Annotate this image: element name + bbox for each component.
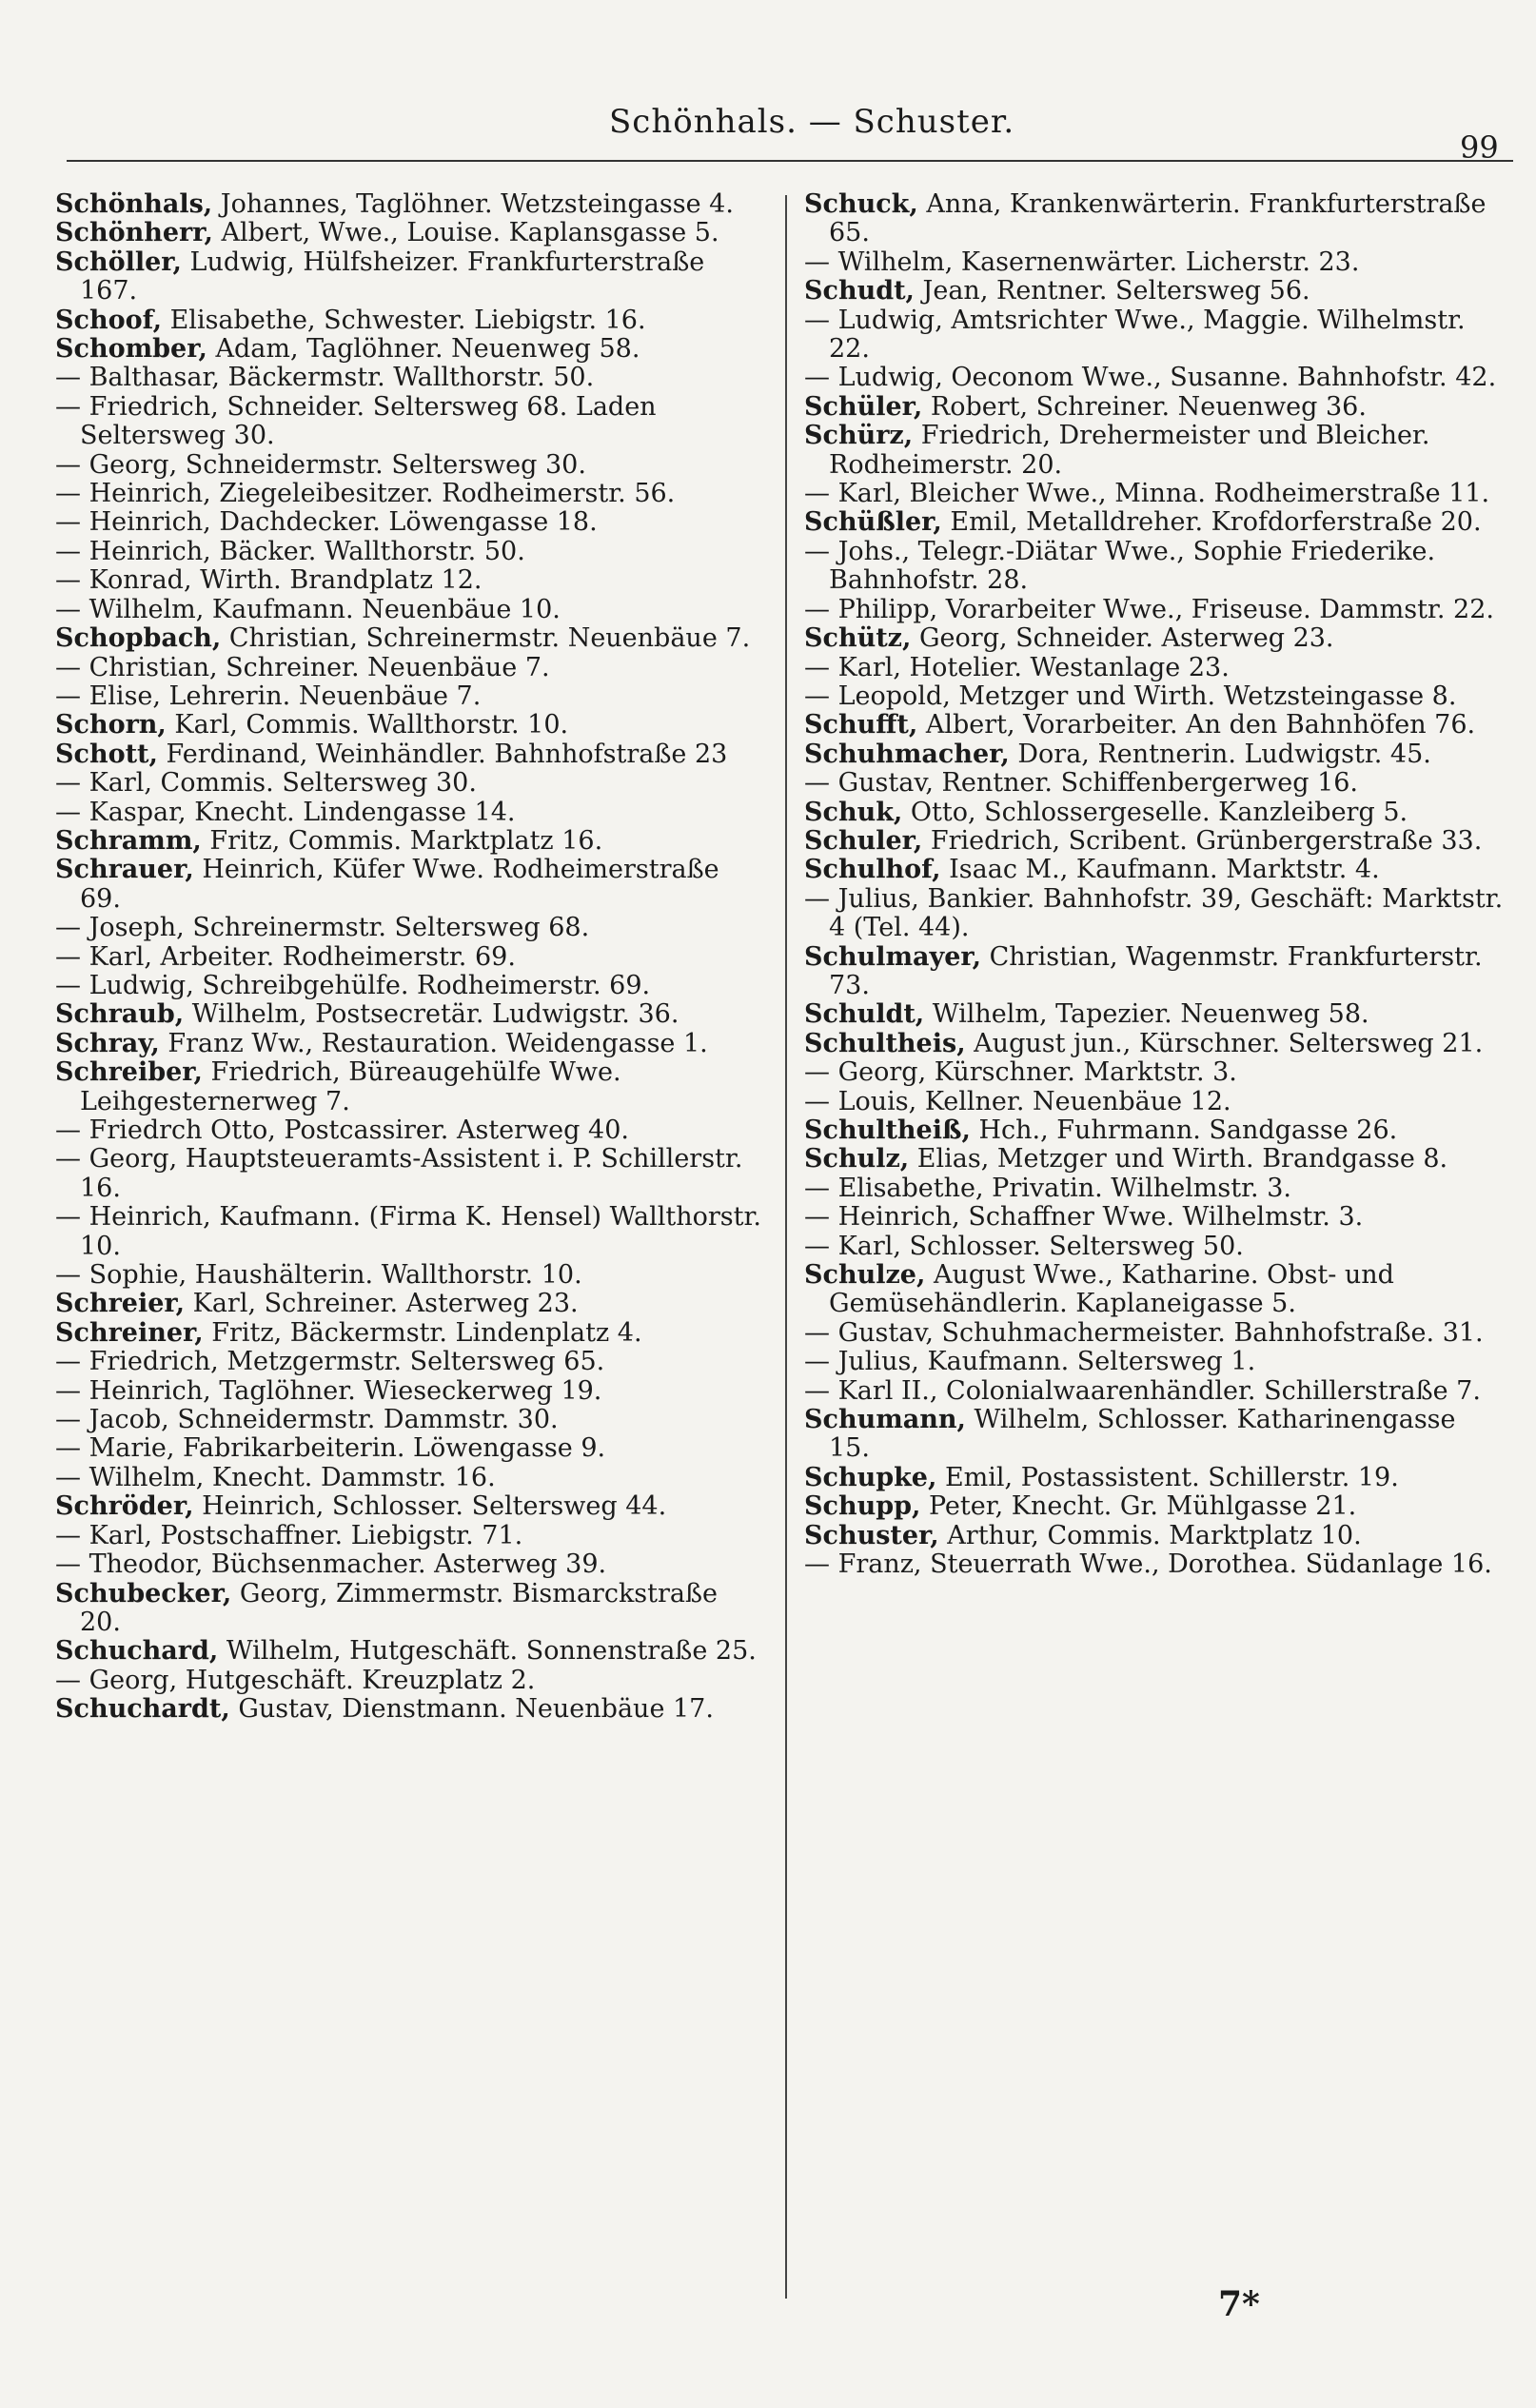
entry-details: — Julius, Kaufmann. Seltersweg 1. (804, 1347, 1256, 1377)
entry-surname: Schumann, (804, 1405, 966, 1435)
directory-entry (804, 711, 1505, 740)
directory-entry (55, 711, 764, 740)
entry-surname: Schuster, (804, 1520, 939, 1550)
entry-details: — Friedrich, Schneider. Seltersweg 68. Laden Seltersweg 30. (55, 391, 657, 451)
running-head: Schönhals. — Schuster. (609, 103, 1015, 141)
entry-surname: Schufft, (804, 710, 918, 740)
directory-entry (55, 1261, 764, 1290)
entry-details: — Ludwig, Schreibgehülfe. Rodheimerstr. 69. (55, 970, 651, 1000)
entry-surname: Schoof, (55, 305, 163, 335)
directory-entry (804, 480, 1505, 508)
directory-entry (804, 1000, 1505, 1029)
entry-details: — Heinrich, Bäcker. Wallthorstr. 50. (55, 536, 525, 566)
entry-details: — Ludwig, Amtsrichter Wwe., Maggie. Wilhelmstr. 22. (804, 305, 1466, 365)
directory-entry (804, 422, 1505, 480)
directory-entry (55, 1290, 764, 1318)
entry-surname: Schraub, (55, 999, 185, 1030)
directory-entry (804, 740, 1505, 769)
entry-surname: Schönhals, (55, 189, 213, 219)
entry-details: — Ludwig, Oeconom Wwe., Susanne. Bahnhofstr. 42. (804, 363, 1497, 393)
header-rule (67, 160, 1513, 162)
entry-surname: Schubecker, (55, 1578, 232, 1609)
entry-details: Robert, Schreiner. Neuenweg 36. (922, 391, 1367, 422)
entry-details: Adam, Taglöhner. Neuenweg 58. (207, 334, 640, 365)
directory-entry (55, 393, 764, 451)
directory-entry (55, 306, 764, 335)
entry-details: — Christian, Schreiner. Neuenbäue 7. (55, 652, 550, 682)
entry-details: — Karl, Bleicher Wwe., Minna. Rodheimerstraße 11. (804, 479, 1490, 509)
entry-details: — Louis, Kellner. Neuenbäue 12. (804, 1086, 1231, 1116)
directory-entry (55, 799, 764, 827)
entry-surname: Schott, (55, 739, 158, 769)
entry-surname: Schürz, (804, 421, 914, 451)
entry-details: Isaac M., Kaufmann. Marktstr. 4. (940, 855, 1380, 885)
entry-surname: Schopbach, (55, 623, 222, 654)
entry-details: — Karl, Hotelier. Westanlage 23. (804, 652, 1230, 682)
directory-entry (804, 538, 1505, 596)
directory-entry (804, 1058, 1505, 1087)
signature-mark: 7* (1218, 2284, 1260, 2324)
directory-entry (804, 885, 1505, 943)
entry-surname: Schray, (55, 1028, 160, 1058)
entry-details: Arthur, Commis. Marktplatz 10. (938, 1520, 1362, 1550)
entry-surname: Schöller, (55, 247, 182, 277)
directory-entry (804, 943, 1505, 1001)
entry-details: — Leopold, Metzger und Wirth. Wetzsteingasse 8. (804, 681, 1457, 711)
entry-details: Fritz, Bäckermstr. Lindenplatz 4. (203, 1317, 642, 1348)
entry-details: Otto, Schlossergeselle. Kanzleiberg 5. (902, 797, 1408, 827)
entry-surname: Schuchardt, (55, 1694, 230, 1725)
entry-details: Georg, Schneider. Asterweg 23. (911, 623, 1334, 654)
entry-details: — Karl, Commis. Seltersweg 30. (55, 768, 477, 799)
directory-entry (55, 451, 764, 480)
entry-surname: Schupp, (804, 1491, 921, 1522)
directory-entry (55, 335, 764, 364)
directory-entry (55, 1348, 764, 1376)
entry-details: Karl, Commis. Wallthorstr. 10. (166, 710, 569, 740)
entry-details: Friedrich, Scribent. Grünbergerstraße 33. (922, 825, 1483, 856)
entry-surname: Schramm, (55, 825, 202, 856)
entry-surname: Schorn, (55, 710, 167, 740)
entry-details: August jun., Kürschner. Seltersweg 21. (965, 1028, 1484, 1058)
directory-entry (55, 1492, 764, 1521)
entry-details: — Wilhelm, Knecht. Dammstr. 16. (55, 1462, 496, 1492)
directory-entry (55, 1030, 764, 1058)
directory-entry (804, 827, 1505, 856)
entry-surname: Schütz, (804, 623, 912, 654)
entry-details: — Friedrich, Metzgermstr. Seltersweg 65. (55, 1347, 605, 1377)
entry-surname: Schröder, (55, 1491, 194, 1522)
entry-details: — Heinrich, Taglöhner. Wieseckerweg 19. (55, 1375, 602, 1406)
directory-entry (55, 654, 764, 682)
entry-surname: Schulz, (804, 1144, 910, 1174)
directory-entry (804, 1464, 1505, 1492)
entry-surname: Schudt, (804, 276, 915, 306)
entry-details: Albert, Wwe., Louise. Kaplansgasse 5. (212, 218, 719, 248)
entry-surname: Schomber, (55, 334, 207, 365)
entry-details: — Kaspar, Knecht. Lindengasse 14. (55, 797, 516, 827)
entry-details: — Theodor, Büchsenmacher. Asterweg 39. (55, 1549, 607, 1580)
entry-details: — Friedrch Otto, Postcassirer. Asterweg 40. (55, 1115, 629, 1145)
entry-details: Christian, Wagenmstr. Frankfurterstr. 73. (829, 941, 1483, 1000)
entry-details: — Gustav, Schuhmachermeister. Bahnhofstraße. 31. (804, 1317, 1484, 1348)
directory-entry (55, 1667, 764, 1695)
directory-entry (55, 943, 764, 972)
directory-entry (55, 248, 764, 306)
left-column (55, 190, 764, 1725)
directory-entry (804, 1116, 1505, 1145)
directory-entry (804, 248, 1505, 277)
directory-entry (804, 1550, 1505, 1579)
entry-details: Hch., Fuhrmann. Sandgasse 26. (970, 1115, 1398, 1145)
entry-surname: Schüßler, (804, 507, 942, 538)
directory-entry (804, 1088, 1505, 1116)
entry-surname: Schultheis, (804, 1028, 966, 1058)
directory-entry (804, 1030, 1505, 1058)
entry-details: — Karl, Schlosser. Seltersweg 50. (804, 1231, 1244, 1261)
entry-details: Franz Ww., Restauration. Weidengasse 1. (159, 1028, 708, 1058)
entry-details: Elisabethe, Schwester. Liebigstr. 16. (162, 305, 646, 335)
entry-details: — Balthasar, Bäckermstr. Wallthorstr. 50. (55, 363, 595, 393)
directory-entry (804, 364, 1505, 392)
entry-details: August Wwe., Katharine. Obst- und Gemüsehändlerin. Kaplaneigasse 5. (829, 1260, 1394, 1319)
directory-entry (55, 1580, 764, 1638)
entry-details: — Elisabethe, Privatin. Wilhelmstr. 3. (804, 1173, 1291, 1203)
directory-entry (55, 740, 764, 769)
directory-entry (804, 596, 1505, 624)
entry-details: — Georg, Hutgeschäft. Kreuzplatz 2. (55, 1665, 536, 1695)
directory-entry (55, 219, 764, 247)
entry-details: Emil, Postassistent. Schillerstr. 19. (936, 1462, 1399, 1492)
directory-entry (55, 1000, 764, 1029)
directory-entry (55, 682, 764, 711)
directory-entry (804, 1492, 1505, 1521)
directory-entry (804, 856, 1505, 884)
entry-details: Wilhelm, Postsecretär. Ludwigstr. 36. (184, 999, 679, 1030)
entry-details: — Georg, Schneidermstr. Seltersweg 30. (55, 449, 586, 480)
page-number: 99 (1460, 129, 1499, 166)
entry-details: — Karl II., Colonialwaarenhändler. Schillerstraße 7. (804, 1375, 1481, 1406)
entry-details: — Heinrich, Kaufmann. (Firma K. Hensel) Wallthorstr. 10. (55, 1202, 761, 1261)
entry-surname: Schuchard, (55, 1636, 219, 1667)
directory-entry (55, 508, 764, 537)
directory-entry (55, 566, 764, 595)
entry-surname: Schreiber, (55, 1057, 203, 1088)
entry-details: — Julius, Bankier. Bahnhofstr. 39, Geschäft: Marktstr. 4 (Tel. 44). (804, 883, 1504, 943)
entry-details: Heinrich, Schlosser. Seltersweg 44. (193, 1491, 667, 1522)
directory-entry (804, 769, 1505, 798)
entry-details: — Joseph, Schreinermstr. Seltersweg 68. (55, 913, 590, 943)
directory-entry (55, 972, 764, 1000)
directory-entry (55, 596, 764, 624)
entry-details: Friedrich, Büreaugehülfe Wwe. Leihgesternerweg 7. (80, 1057, 621, 1116)
entry-details: — Georg, Hauptsteueramts-Assistent i. P. Schillerstr. 16. (55, 1144, 743, 1203)
entry-details: Ludwig, Hülfsheizer. Frankfurterstraße 167. (80, 247, 705, 306)
directory-entry (55, 480, 764, 508)
directory-entry (804, 1377, 1505, 1406)
entry-surname: Schönherr, (55, 218, 213, 248)
directory-entry (804, 1145, 1505, 1174)
directory-entry (804, 1203, 1505, 1232)
column-divider (785, 195, 787, 2299)
directory-entry (55, 1319, 764, 1348)
directory-entry (55, 1058, 764, 1116)
entry-surname: Schuhmacher, (804, 739, 1010, 769)
entry-surname: Schuldt, (804, 999, 925, 1030)
entry-details: — Karl, Postschaffner. Liebigstr. 71. (55, 1520, 523, 1550)
entry-surname: Schulhof, (804, 855, 941, 885)
directory-entry (804, 799, 1505, 827)
directory-entry (55, 856, 764, 914)
entry-details: Ferdinand, Weinhändler. Bahnhofstraße 23 (157, 739, 728, 769)
directory-entry (55, 1695, 764, 1724)
entry-details: — Franz, Steuerrath Wwe., Dorothea. Südanlage 16. (804, 1549, 1492, 1580)
directory-entry (55, 1145, 764, 1203)
directory-entry (55, 624, 764, 653)
directory-entry (804, 1406, 1505, 1464)
directory-entry (55, 1116, 764, 1145)
entry-details: Friedrich, Drehermeister und Bleicher. Rodheimerstr. 20. (829, 421, 1430, 480)
entry-details: — Sophie, Haushälterin. Wallthorstr. 10. (55, 1260, 582, 1291)
entry-details: — Johs., Telegr.-Diätar Wwe., Sophie Friederike. Bahnhofstr. 28. (804, 536, 1436, 596)
entry-details: Johannes, Taglöhner. Wetzsteingasse 4. (212, 189, 734, 219)
entry-details: — Jacob, Schneidermstr. Dammstr. 30. (55, 1405, 559, 1435)
entry-details: Jean, Rentner. Seltersweg 56. (914, 276, 1310, 306)
directory-entry (804, 1348, 1505, 1376)
directory-entry (804, 393, 1505, 422)
entry-surname: Schupke, (804, 1462, 937, 1492)
entry-surname: Schuck, (804, 189, 918, 219)
directory-entry (804, 306, 1505, 365)
directory-entry (55, 190, 764, 219)
directory-entry (804, 654, 1505, 682)
entry-surname: Schuk, (804, 797, 903, 827)
entry-details: — Wilhelm, Kaufmann. Neuenbäue 10. (55, 594, 561, 624)
entry-details: — Wilhelm, Kasernenwärter. Licherstr. 23. (804, 247, 1360, 277)
directory-entry (55, 1406, 764, 1434)
directory-entry (804, 1174, 1505, 1203)
directory-entry (804, 1319, 1505, 1348)
entry-surname: Schrauer, (55, 855, 194, 885)
entry-surname: Schultheiß, (804, 1115, 971, 1145)
entry-details: — Heinrich, Ziegeleibesitzer. Rodheimerstr. 56. (55, 479, 676, 509)
entry-details: Gustav, Dienstmann. Neuenbäue 17. (229, 1694, 714, 1725)
entry-surname: Schreier, (55, 1289, 186, 1319)
directory-entry (55, 1203, 764, 1261)
entry-surname: Schulmayer, (804, 941, 982, 972)
entry-surname: Schuler, (804, 825, 923, 856)
entry-details: Christian, Schreinermstr. Neuenbäue 7. (221, 623, 751, 654)
entry-details: — Karl, Arbeiter. Rodheimerstr. 69. (55, 941, 516, 972)
directory-entry (804, 190, 1505, 248)
directory-entry (804, 1522, 1505, 1550)
directory-entry (804, 682, 1505, 711)
entry-details: Emil, Metalldreher. Krofdorferstraße 20. (941, 507, 1482, 538)
directory-entry (55, 1522, 764, 1550)
entry-details: Wilhelm, Hutgeschäft. Sonnenstraße 25. (218, 1636, 757, 1667)
entry-details: — Gustav, Rentner. Schiffenbergerweg 16. (804, 768, 1359, 799)
directory-entry (804, 1261, 1505, 1319)
page-header (0, 103, 1536, 166)
entry-details: Wilhelm, Schlosser. Katharinengasse 15. (829, 1405, 1456, 1464)
directory-entry (804, 1233, 1505, 1261)
directory-entry (55, 827, 764, 856)
entry-details: — Heinrich, Schaffner Wwe. Wilhelmstr. 3. (804, 1202, 1364, 1233)
directory-entry (55, 1464, 764, 1492)
directory-entry (55, 769, 764, 798)
directory-entry (55, 914, 764, 942)
entry-details: Anna, Krankenwärterin. Frankfurterstraße 65. (829, 189, 1487, 248)
directory-entry (804, 624, 1505, 653)
entry-details: Georg, Zimmermstr. Bismarckstraße 20. (80, 1578, 719, 1637)
entry-details: — Georg, Kürschner. Marktstr. 3. (804, 1057, 1237, 1088)
directory-entry (804, 508, 1505, 537)
directory-entry (804, 277, 1505, 306)
directory-entry (55, 1550, 764, 1579)
entry-details: — Heinrich, Dachdecker. Löwengasse 18. (55, 507, 598, 538)
directory-entry (55, 1434, 764, 1463)
entry-surname: Schulze, (804, 1260, 926, 1291)
entry-details: — Philipp, Vorarbeiter Wwe., Friseuse. Dammstr. 22. (804, 594, 1494, 624)
entry-details: Elias, Metzger und Wirth. Brandgasse 8. (909, 1144, 1448, 1174)
entry-details: Peter, Knecht. Gr. Mühlgasse 21. (920, 1491, 1357, 1522)
entry-details: Dora, Rentnerin. Ludwigstr. 45. (1009, 739, 1431, 769)
entry-details: — Marie, Fabrikarbeiterin. Löwengasse 9. (55, 1433, 606, 1464)
right-column (804, 190, 1505, 1580)
entry-details: Wilhelm, Tapezier. Neuenweg 58. (924, 999, 1369, 1030)
directory-entry (55, 364, 764, 392)
entry-details: Fritz, Commis. Marktplatz 16. (201, 825, 603, 856)
entry-surname: Schreiner, (55, 1317, 204, 1348)
directory-entry (55, 1637, 764, 1666)
entry-details: Albert, Vorarbeiter. An den Bahnhöfen 76. (917, 710, 1476, 740)
directory-entry (55, 538, 764, 566)
entry-surname: Schüler, (804, 391, 923, 422)
entry-details: Heinrich, Küfer Wwe. Rodheimerstraße 69. (80, 855, 719, 914)
entry-details: — Konrad, Wirth. Brandplatz 12. (55, 565, 482, 596)
directory-entry (55, 1377, 764, 1406)
entry-details: — Elise, Lehrerin. Neuenbäue 7. (55, 681, 482, 711)
entry-details: Karl, Schreiner. Asterweg 23. (185, 1289, 579, 1319)
